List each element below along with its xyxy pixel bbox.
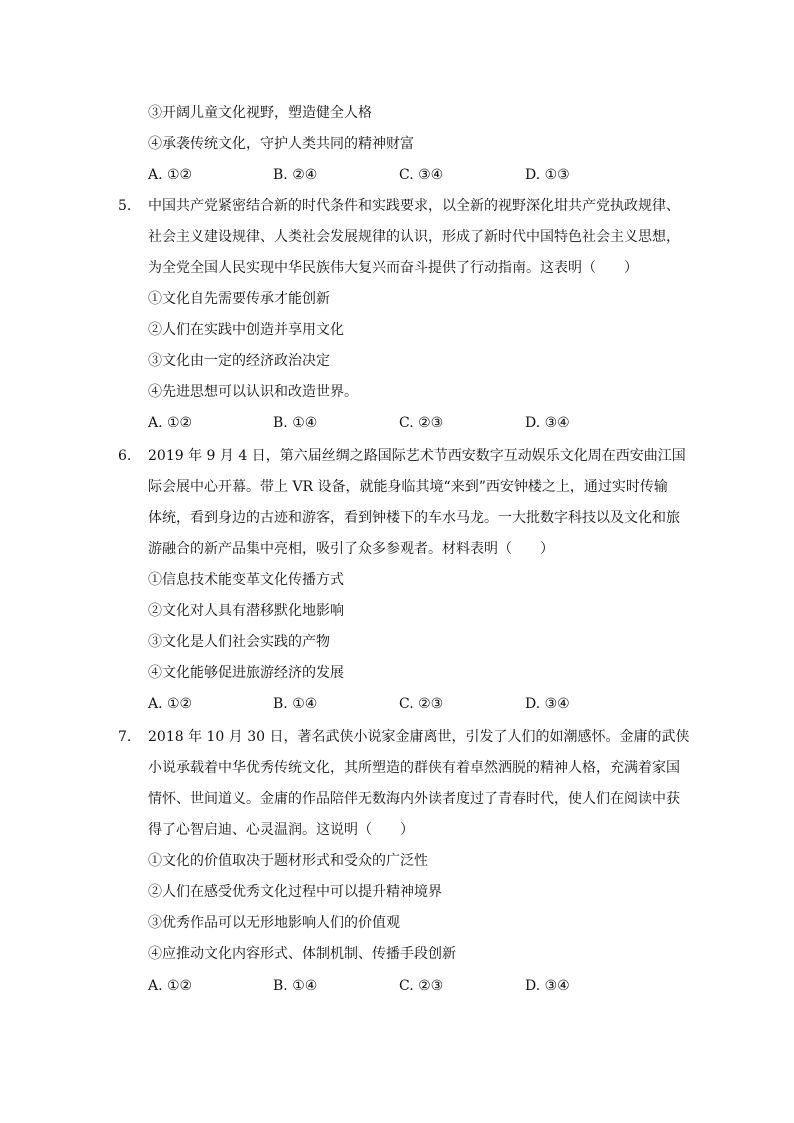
option-d: D. ③④	[525, 978, 570, 994]
question-stem-line: 体统，看到身边的古迹和游客，看到钟楼下的车水马龙。一大批数字科技以及文化和旅	[148, 510, 680, 526]
option-d: D. ①③	[525, 167, 570, 183]
question-stem-line: 社会主义建设规律、人类社会发展规律的认识，形成了新时代中国特色社会主义思想，	[148, 229, 680, 245]
option-d: D. ③④	[525, 696, 570, 712]
question-stem-line: 2019 年 9 月 4 日，第六届丝绸之路国际艺术节西安数字互动娱乐文化周在西安曲江国	[148, 448, 686, 464]
statement: ③开阔儿童文化视野，塑造健全人格	[148, 105, 372, 121]
statement: ③文化是人们社会实践的产物	[148, 634, 330, 650]
statement: ②人们在感受优秀文化过程中可以提升精神境界	[148, 884, 442, 900]
question-stem-line: 2018 年 10 月 30 日，著名武侠小说家金庸离世，引发了人们的如潮感怀。金庸的武侠	[148, 729, 690, 745]
option-d: D. ③④	[525, 415, 570, 431]
question-number: 5.	[118, 198, 132, 214]
statement: ②人们在实践中创造并享用文化	[148, 322, 344, 338]
option-a: A. ①②	[148, 696, 193, 712]
option-a: A. ①②	[148, 167, 193, 183]
statement: ②文化对人具有潜移默化地影响	[148, 603, 344, 619]
option-b: B. ①④	[273, 415, 318, 431]
option-c: C. ②③	[399, 415, 444, 431]
statement: ①信息技术能变革文化传播方式	[148, 572, 344, 588]
question-number: 7.	[118, 729, 132, 745]
question-stem-line: 小说承载着中华优秀传统文化，其所塑造的群侠有着卓然洒脱的精神人格，充满着家国	[148, 760, 680, 776]
statement: ④承袭传统文化，守护人类共同的精神财富	[148, 136, 414, 152]
option-c: C. ③④	[399, 167, 444, 183]
question-stem-line: 中国共产党紧密结合新的时代条件和实践要求，以全新的视野深化坩共产党执政规律、	[148, 198, 680, 214]
option-b: B. ①④	[273, 978, 318, 994]
statement: ①文化的价值取决于题材形式和受众的广泛性	[148, 853, 428, 869]
question-number: 6.	[118, 448, 132, 464]
statement: ③优秀作品可以无形地影响人们的价值观	[148, 915, 400, 931]
statement: ④先进思想可以认识和改造世界。	[148, 384, 358, 400]
question-stem-line: 得了心智启迪、心灵温润。这说明（ ）	[148, 822, 414, 838]
option-b: B. ②④	[273, 167, 318, 183]
option-a: A. ①②	[148, 415, 193, 431]
question-stem-line: 际会展中心开幕。带上 VR 设备，就能身临其境“来到”西安钟楼之上，通过实时传输	[148, 479, 668, 495]
question-stem-line: 情怀、世间道义。金庸的作品陪伴无数海内外读者度过了青春时代，使人们在阅读中获	[148, 791, 680, 807]
option-c: C. ②③	[399, 978, 444, 994]
statement: ④应推动文化内容形式、体制机制、传播手段创新	[148, 946, 456, 962]
question-stem-line: 游融合的新产品集中亮相，吸引了众多参观者。材料表明（ ）	[148, 541, 554, 557]
option-b: B. ①④	[273, 696, 318, 712]
statement: ③文化由一定的经济政治决定	[148, 353, 330, 369]
statement: ④文化能够促进旅游经济的发展	[148, 665, 344, 681]
option-c: C. ②③	[399, 696, 444, 712]
statement: ①文化自先需要传承才能创新	[148, 291, 330, 307]
question-stem-line: 为全党全国人民实现中华民族伟大复兴而奋斗提供了行动指南。这表明（ ）	[148, 260, 638, 276]
option-a: A. ①②	[148, 978, 193, 994]
